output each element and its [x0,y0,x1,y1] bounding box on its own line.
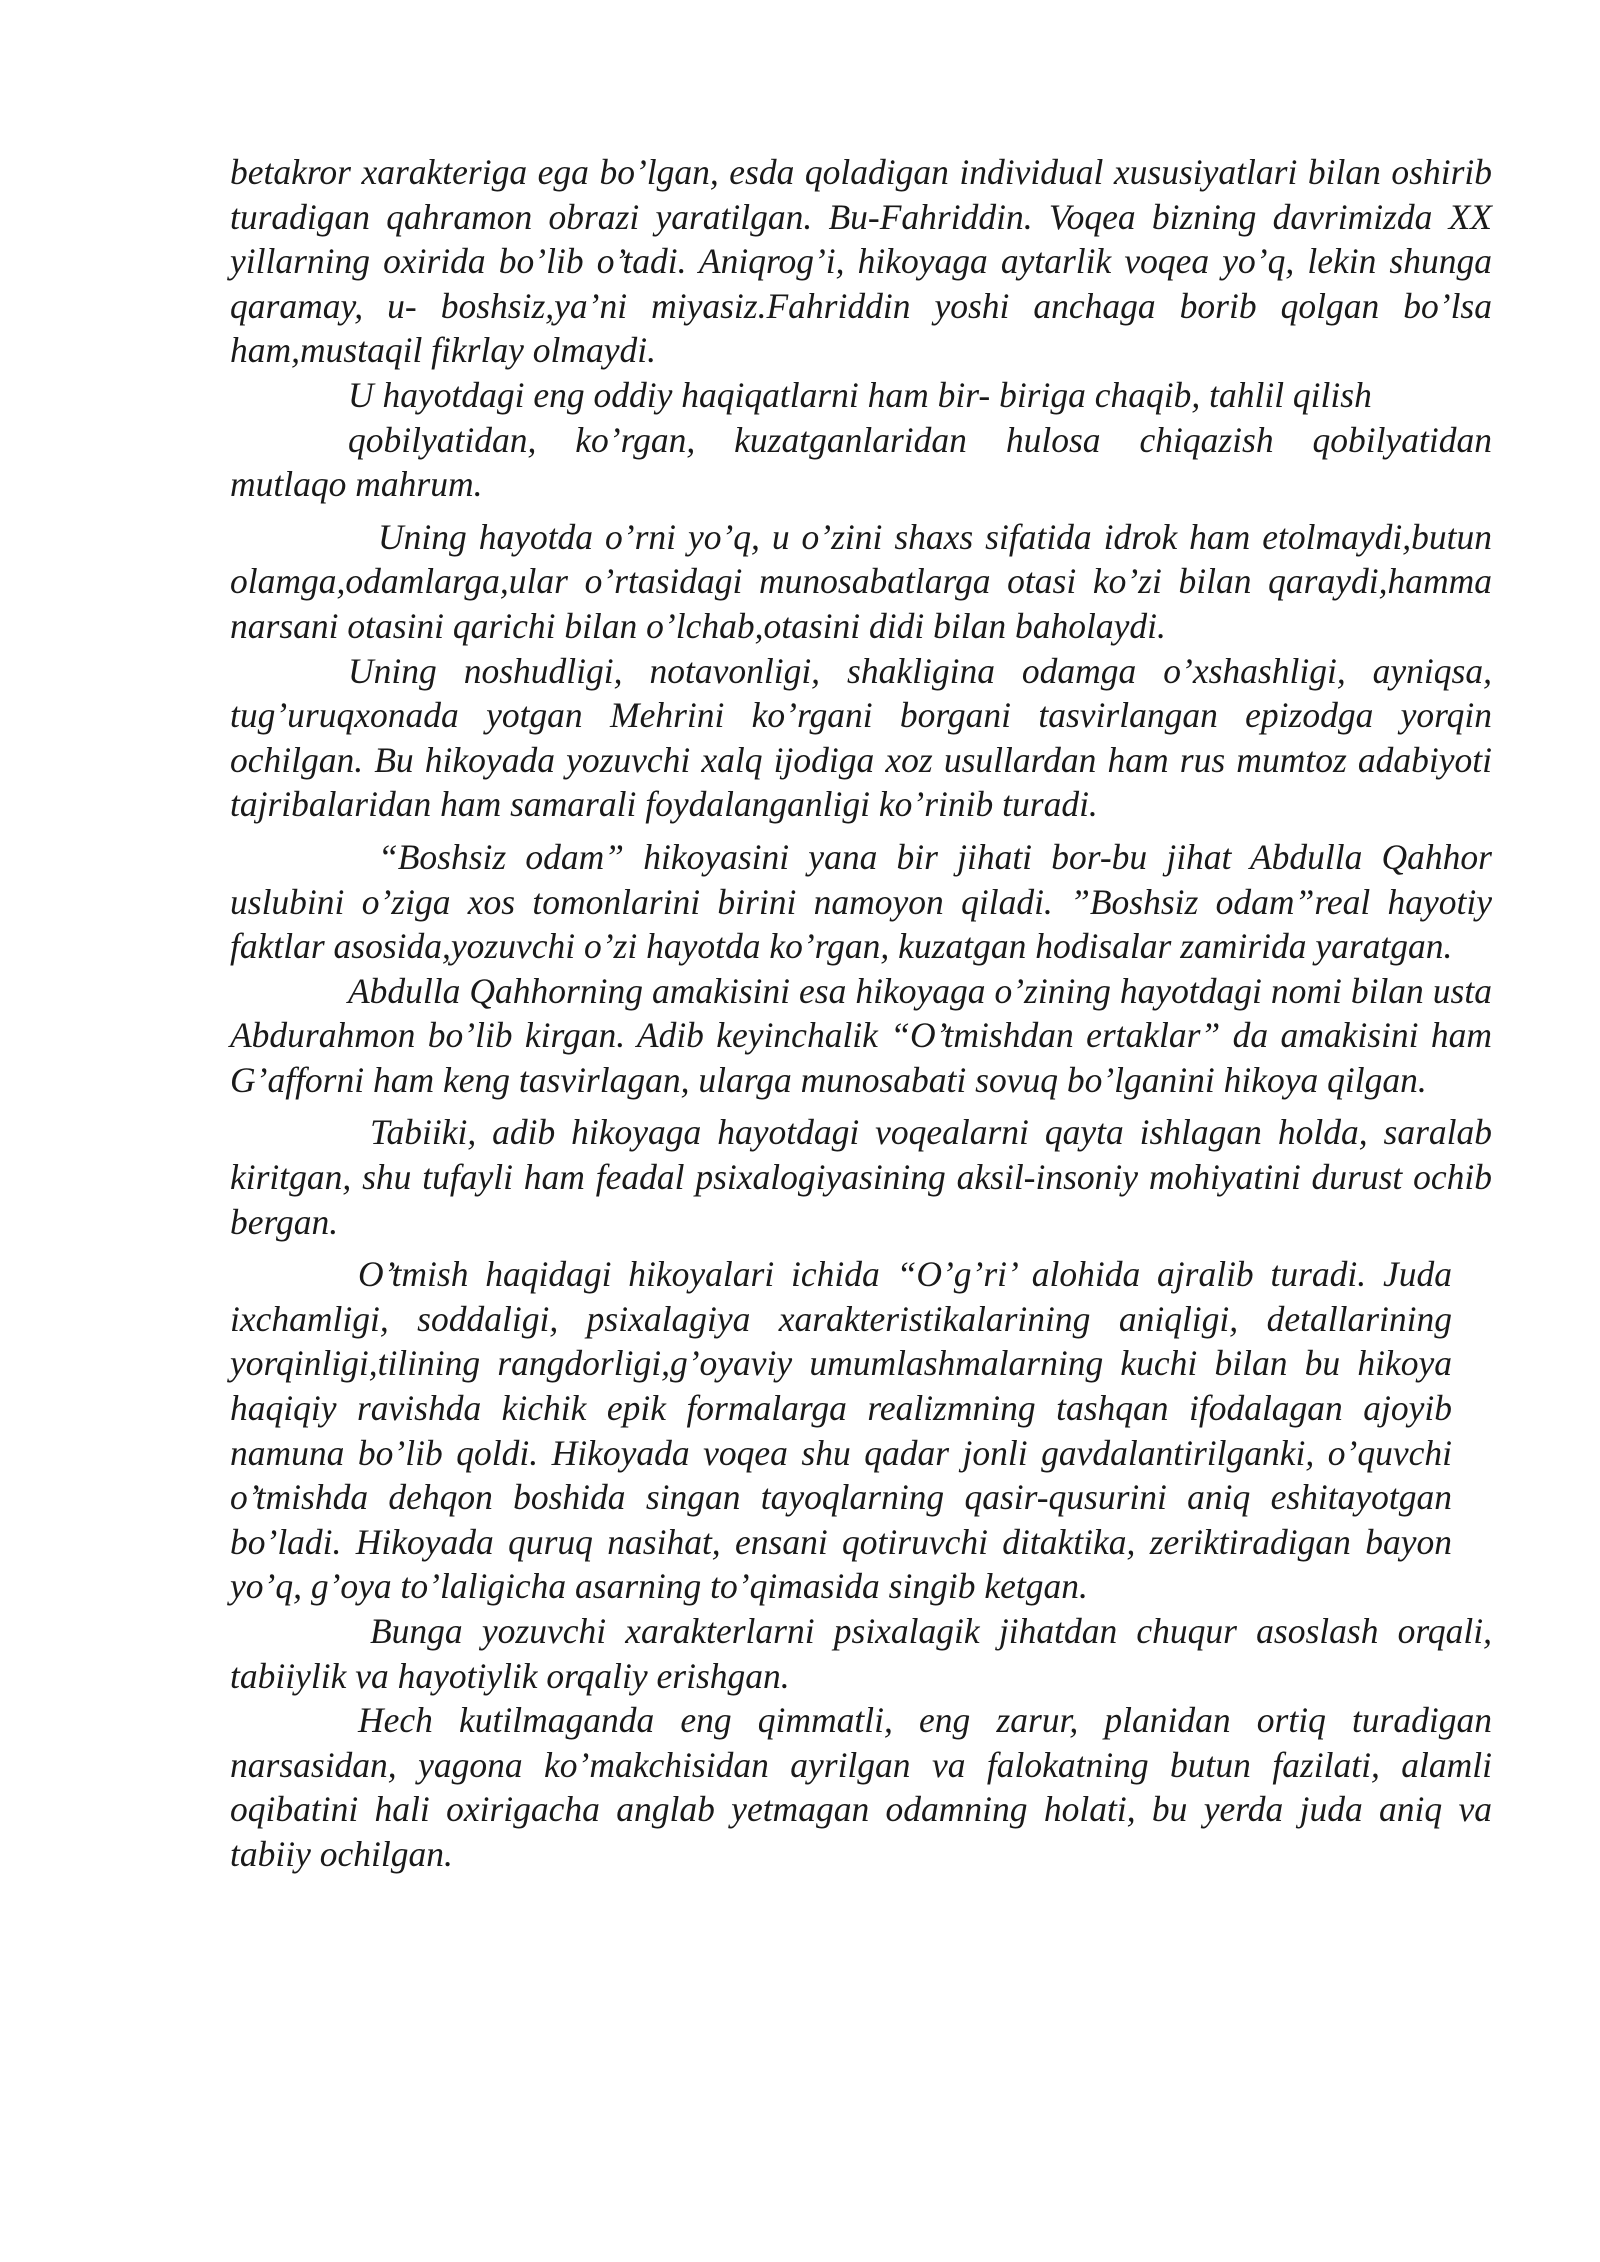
paragraph-8: O’tmish haqidagi hikoyalari ichida “O’g’ri’ alohida ajralib turadi. Juda ixchamligi, soddaligi, psixalagiya xarakteristikalarining aniqligi, detallarining yorqinligi,tilining rangdorligi,g’oyaviy umumlashmalarning kuchi bilan bu hikoya haqiqiy ravishda kichik epik formalarga realizmning tashqan ifodalagan ajoyib namuna bo’lib qoldi. Hikoyada voqea shu qadar jonli gavdalantirilganki, o’quvchi o’tmishda dehqon boshida singan tayoqlarning qasir-qusurini aniq eshitayotgan bo’ladi. Hikoyada quruq nasihat, ensani qotiruvchi ditaktika, zeriktiradigan bayon yo’q, g’oya to’laligicha asarning to’qimasida singib ketgan. [230,1254,1452,1607]
paragraph-2-line-1: U hayotdagi eng oddiy haqiqatlarni ham bir- biriga chaqib, tahlil qilish [348,374,1372,415]
paragraph-5: “Boshsiz odam” hikoyasini yana bir jihati bor-bu jihat Abdulla Qahhor uslubini o’ziga xos tomonlarini birini namoyon qiladi. ”Boshsiz odam”real hayotiy faktlar asosida,yozuvchi o’zi hayotda ko’rgan, kuzatgan hodisalar zamirida yaratgan. [230,836,1492,967]
paragraph-3: Uning hayotda o’rni yo’q, u o’zini shaxs sifatida idrok ham etolmaydi,butun olamga,odamlarga,ular o’rtasidagi munosabatlarga otasi ko’zi bilan qaraydi,hamma narsani otasini qarichi bilan o’lchab,otasini didi bilan baholaydi. [230,516,1492,646]
paragraph-2-line-2: qobilyatidan, ko’rgan, kuzatganlaridan hulosa chiqazish qobilyatidan [348,419,1492,460]
document-page [230,150,1492,1877]
paragraph-6: Abdulla Qahhorning amakisini esa hikoyaga o’zining hayotdagi nomi bilan usta Abdurahmon bo’lib kirgan. Adib keyinchalik “O’tmishdan ertaklar” da amakisini ham G’afforni ham keng tasvirlagan, ularga munosabati sovuq bo’lganini hikoya qilgan. [230,970,1492,1100]
paragraph-9: Bunga yozuvchi xarakterlarni psixalagik jihatdan chuqur asoslash orqali, tabiiylik va hayotiylik orqaliy erishgan. [230,1611,1492,1696]
paragraph-1: betakror xarakteriga ega bo’lgan, esda qoladigan individual xususiyatlari bilan oshirib turadigan qahramon obrazi yaratilgan. Bu-Fahriddin. Voqea bizning davrimizda XX yillarning oxirida bo’lib o’tadi. Aniqrog’i, hikoyaga aytarlik voqea yo’q, lekin shunga qaramay, u- boshsiz,ya’ni miyasiz.Fahriddin yoshi anchaga borib qolgan bo’lsa ham,mustaqil fikrlay olmaydi. [230,152,1492,371]
paragraph-2-line-3: mutlaqo mahrum. [230,464,483,505]
paragraph-4: Uning noshudligi, notavonligi, shakligina odamga o’xshashligi, ayniqsa, tug’uruqxonada yotgan Mehrini ko’rgani borgani tasvirlangan epizodga yorqin ochilgan. Bu hikoyada yozuvchi xalq ijodiga xoz usullardan ham rus mumtoz adabiyoti tajribalaridan ham samarali foydalanganligi ko’rinib turadi. [230,650,1492,825]
paragraph-2 [230,373,1492,507]
paragraph-10: Hech kutilmaganda eng qimmatli, eng zarur, planidan ortiq turadigan narsasidan, yagona ko’makchisidan ayrilgan va falokatning butun fazilati, alamli oqibatini hali oxirigacha anglab yetmagan odamning holati, bu yerda juda aniq va tabiiy ochilgan. [230,1700,1492,1874]
paragraph-7: Tabiiki, adib hikoyaga hayotdagi voqealarni qayta ishlagan holda, saralab kiritgan, shu tufayli ham feadal psixalogiyasining aksil-insoniy mohiyatini durust ochib bergan. [230,1112,1492,1242]
